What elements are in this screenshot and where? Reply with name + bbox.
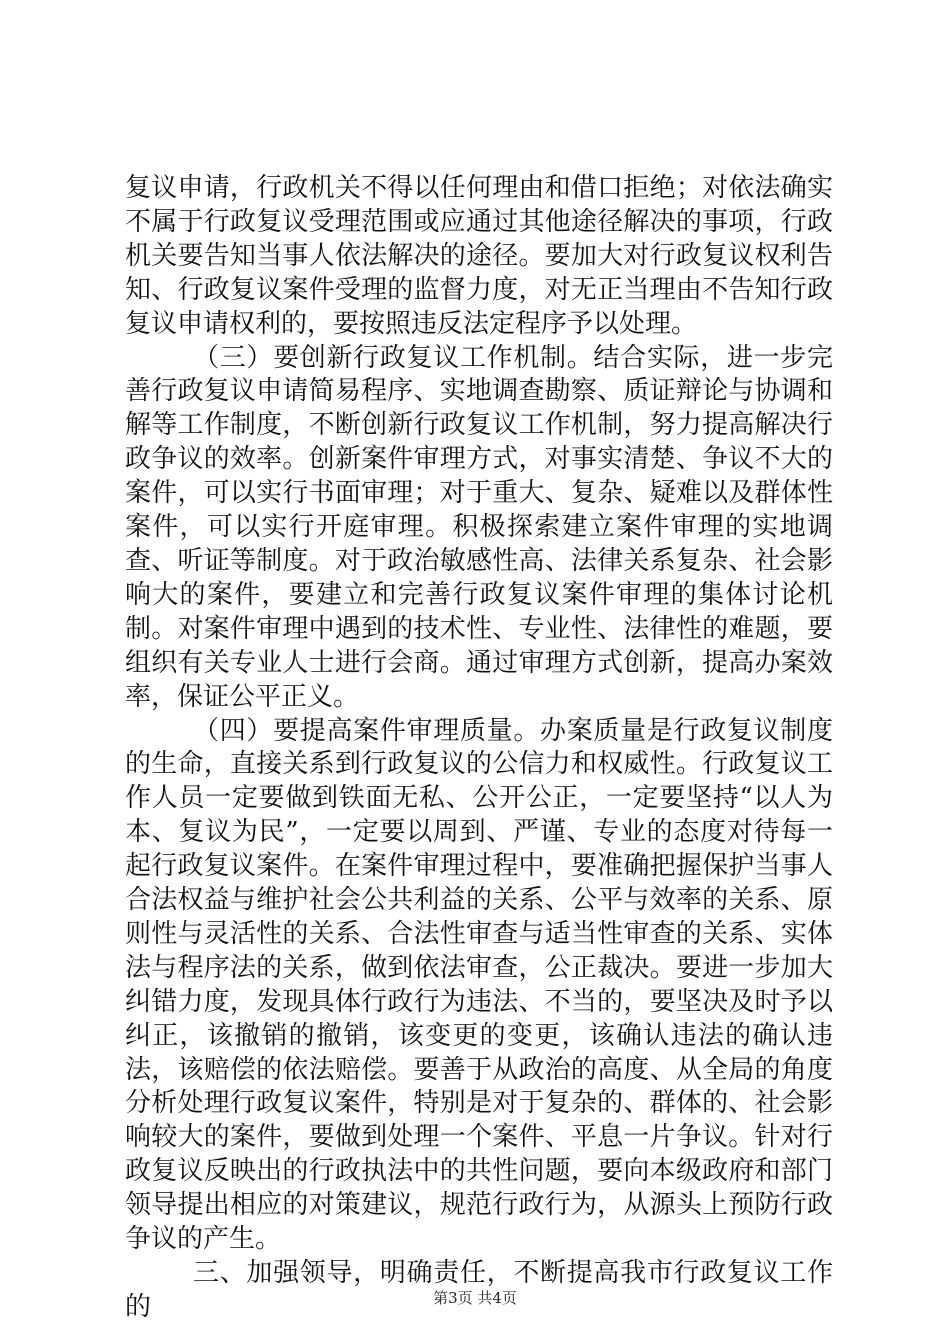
paragraph-heading-3: 三、加强领导，明确责任，不断提高我市行政复议工作的 [125,1258,833,1322]
paragraph-section-3: （三）要创新行政复议工作机制。结合实际，进一步完善行政复议申请简易程序、实地调查勘察、质证辩论与协调和解等工作制度，不断创新行政复议工作机制，努力提高解决行政争议的效率。创新案件审理方式，对事实清楚、争议不大的案件，可以实行书面审理；对于重大、复杂、疑难以及群体性案件，可以实行开庭审理。积极探索建立案件审理的实地调查、听证等制度。对于政治敏感性高、法律关系复杂、社会影响大的案件，要建立和完善行政复议案件审理的集体讨论机制。对案件审理中遇到的技术性、专业性、法律性的难题，要组织有关专业人士进行会商。通过审理方式创新，提高办案效率，保证公平正义。 [125,342,833,712]
page-number-footer: 第3页 共4页 [433,1289,517,1307]
paragraph-continued: 复议申请，行政机关不得以任何理由和借口拒绝；对依法确实不属于行政复议受理范围或应通过其他途径解决的事项，行政机关要告知当事人依法解决的途径。要加大对行政复议权利告知、行政复议案件受理的监督力度，对无正当理由不告知行政复议申请权利的，要按照违反法定程序予以处理。 [125,173,833,339]
paragraph-section-4: （四）要提高案件审理质量。办案质量是行政复议制度的生命，直接关系到行政复议的公信力和权威性。行政复议工作人员一定要做到铁面无私、公开公正，一定要坚持“以人为本、复议为民”，一定要以周到、严谨、专业的态度对待每一起行政复议案件。在案件审理过程中，要准确把握保护当事人合法权益与维护社会公共利益的关系、公平与效率的关系、原则性与灵活性的关系、合法性审查与适当性审查的关系、实体法与程序法的关系，做到依法审查，公正裁决。要进一步加大纠错力度，发现具体行政行为违法、不当的，要坚决及时予以纠正，该撤销的撤销，该变更的变更，该确认违法的确认违法，该赔偿的依法赔偿。要善于从政治的高度、从全局的角度分析处理行政复议案件，特别是对于复杂的、群体的、社会影响较大的案件，要做到处理一个案件、平息一片争议。针对行政复议反映出的行政执法中的共性问题，要向本级政府和部门领导提出相应的对策建议，规范行政行为，从源头上预防行政争议的产生。 [125,715,833,1255]
document-body [125,172,833,1325]
